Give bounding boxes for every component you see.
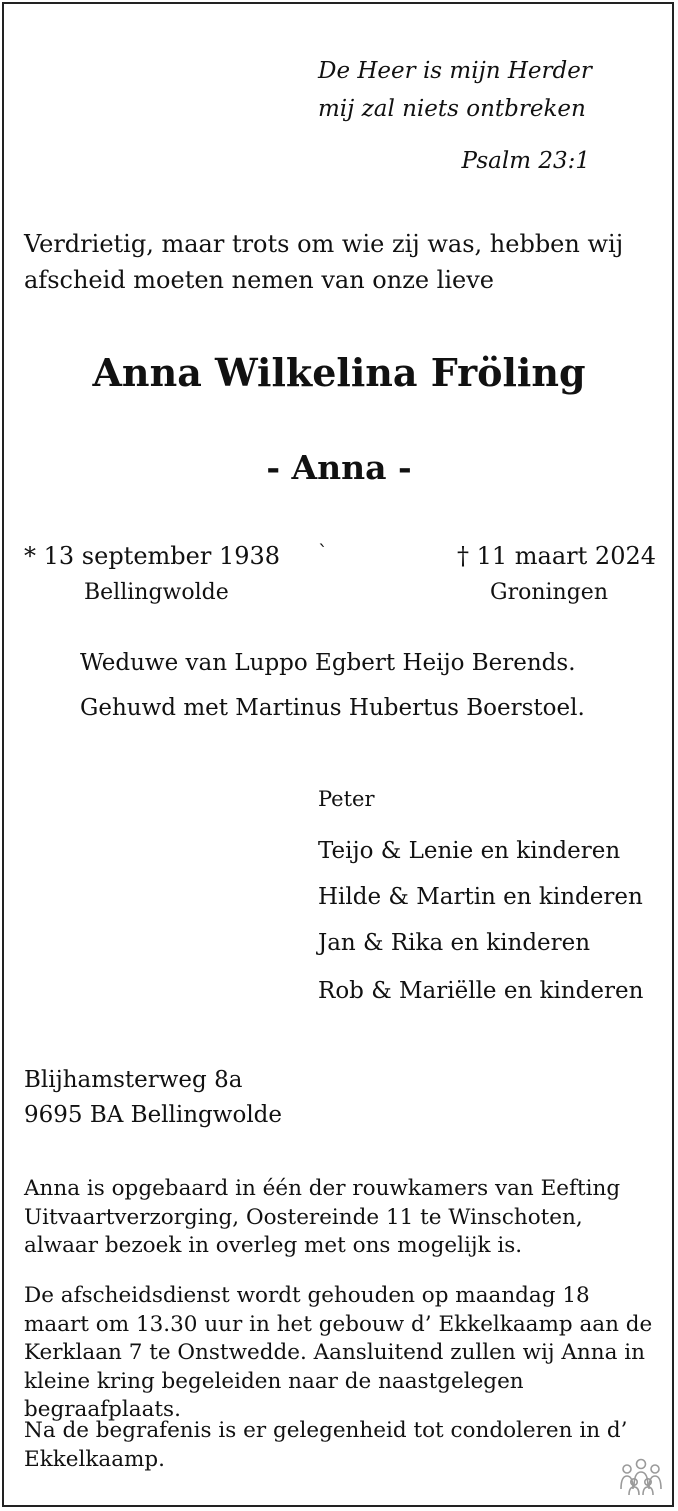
family-member: Hilde & Martin en kinderen [318,884,643,910]
people-group-icon [618,1455,664,1497]
family-member: Peter [318,787,375,811]
intro-text: Verdrietig, maar trots om wie zij was, hebben wij afscheid moeten nemen van onze lieve [24,230,624,294]
service-paragraph: De afscheidsdienst wordt gehouden op maandag 18 maart om 13.30 uur in het gebouw d’ Ekkelkaamp aan de Kerklaan 7 te Onstwedde. Aansluitend zullen wij Anna in kleine kring begeleiden naar de naastgelegen begraafplaats. [24,1283,653,1422]
condolence-paragraph: Na de begrafenis is er gelegenheid tot condoleren in d’ Ekkelkaamp. [24,1418,628,1472]
address-city: 9695 BA Bellingwolde [24,1102,283,1128]
married-to-line: Gehuwd met Martinus Hubertus Boerstoel. [80,695,585,721]
birth-date: * 13 september 1938 [24,542,281,570]
verse-line-1: De Heer is mijn Herder [318,58,592,84]
family-member: Teijo & Lenie en kinderen [318,838,621,864]
address-street: Blijhamsterweg 8a [24,1067,243,1093]
deceased-name: Anna Wilkelina Fröling [92,350,586,395]
death-date: † 11 maart 2024 [457,542,656,570]
date-separator: ` [318,540,328,564]
deceased-nickname: - Anna - [266,448,412,487]
birth-place: Bellingwolde [84,580,229,605]
verse-line-2: mij zal niets ontbreken [318,96,586,122]
family-member: Rob & Mariëlle en kinderen [318,978,644,1004]
family-member: Jan & Rika en kinderen [318,930,591,956]
widow-of-line: Weduwe van Luppo Egbert Heijo Berends. [80,650,576,676]
verse-reference: Psalm 23:1 [461,148,590,174]
viewing-paragraph: Anna is opgebaard in één der rouwkamers van Eefting Uitvaartverzorging, Oostereinde 11 te Winschoten, alwaar bezoek in overleg met ons mogelijk is. [24,1176,621,1258]
death-place: Groningen [490,580,608,605]
